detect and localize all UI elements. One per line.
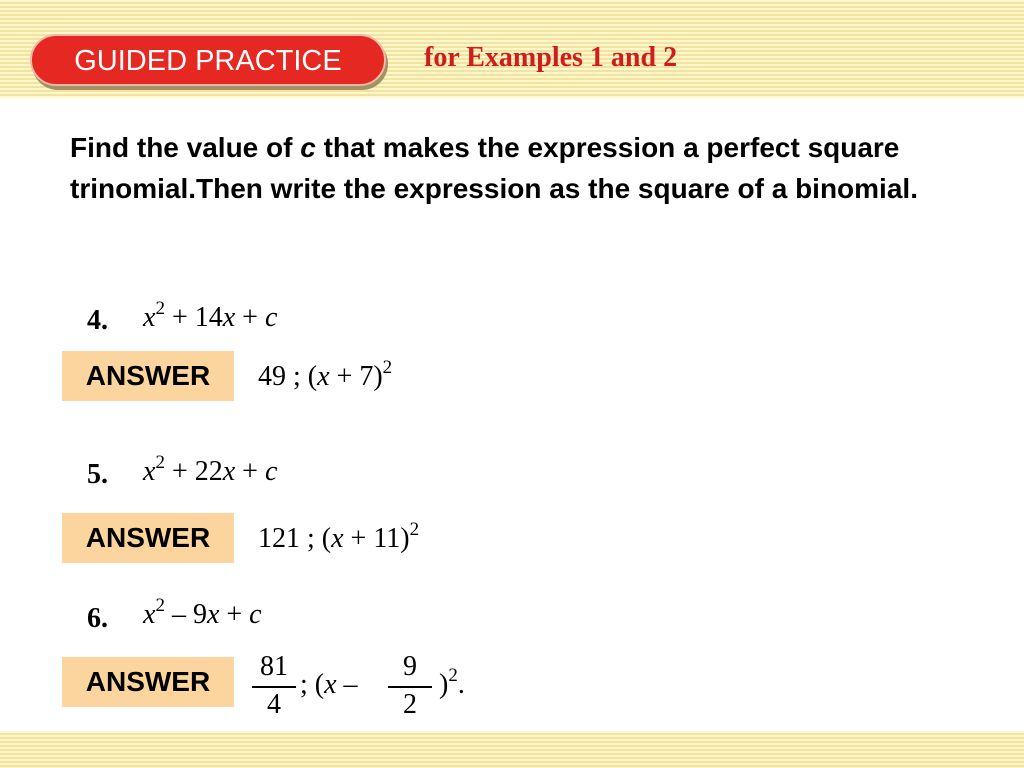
footer-band — [0, 731, 1024, 768]
expr-var: c — [249, 599, 262, 630]
instructions-variable: c — [300, 132, 316, 163]
expr-term: + 14 — [164, 302, 223, 333]
answer-part: – — [336, 669, 358, 700]
problem-number: 6. — [87, 603, 108, 634]
expr-term: + — [219, 599, 250, 630]
expr-var: c — [264, 456, 278, 487]
fraction-bar — [252, 686, 296, 688]
answer-text — [258, 519, 420, 555]
answer-label: ANSWER — [62, 513, 234, 563]
answer-exponent: 2 — [409, 519, 420, 540]
expr-var: x — [143, 599, 156, 630]
expr-term: + — [235, 302, 265, 333]
answer-part: + 7) — [329, 361, 383, 392]
answer-part: . — [457, 669, 465, 700]
instructions-part2: that makes the expression a perfect square trinomial.Then write the expression as the square of a binomial. — [70, 132, 918, 204]
answer-var: x — [331, 523, 344, 554]
problem-number: 4. — [87, 305, 108, 336]
fraction-numerator: 9 — [403, 651, 417, 682]
answer-part: + 11) — [343, 523, 410, 554]
answer-text — [300, 669, 358, 701]
expr-var: c — [264, 302, 278, 333]
answer-part: ; ( — [300, 669, 325, 700]
expr-term: + 22 — [164, 456, 223, 487]
fraction-numerator: 81 — [260, 651, 288, 682]
answer-exponent: 2 — [382, 357, 393, 378]
fraction-81-over-4 — [252, 652, 296, 720]
expr-var: x — [222, 456, 236, 487]
fraction-denominator: 4 — [267, 689, 281, 720]
problem-expression — [143, 452, 278, 488]
answer-part: 121 ; ( — [258, 523, 332, 554]
expr-term: – 9 — [164, 599, 207, 630]
answer-var: x — [317, 361, 330, 392]
answer-part: ) — [439, 669, 449, 700]
expr-exponent: 2 — [155, 452, 165, 473]
answer-part: 49 ; ( — [258, 361, 318, 392]
answer-label: ANSWER — [62, 657, 234, 707]
problem-number: 5. — [87, 459, 108, 490]
fraction-9-over-2 — [388, 652, 432, 720]
expr-var: x — [206, 599, 220, 630]
guided-practice-badge — [30, 34, 386, 86]
answer-text — [439, 665, 465, 701]
answer-label: ANSWER — [62, 351, 234, 401]
expr-var: x — [143, 302, 156, 333]
answer-text — [258, 357, 393, 393]
subtitle: for Examples 1 and 2 — [424, 42, 678, 73]
instructions-part1: Find the value of — [70, 132, 301, 163]
fraction-bar — [388, 686, 432, 688]
expr-var: x — [222, 302, 236, 333]
expr-term: + — [235, 456, 265, 487]
expr-exponent: 2 — [155, 298, 165, 319]
answer-exponent: 2 — [448, 665, 458, 686]
instructions — [70, 127, 990, 209]
answer-var: x — [324, 669, 337, 700]
expr-var: x — [143, 456, 156, 487]
fraction-denominator: 2 — [403, 689, 417, 720]
expr-exponent: 2 — [155, 595, 165, 616]
problem-expression — [143, 298, 278, 334]
badge-label: GUIDED PRACTICE — [74, 45, 342, 77]
problem-expression — [143, 595, 262, 631]
